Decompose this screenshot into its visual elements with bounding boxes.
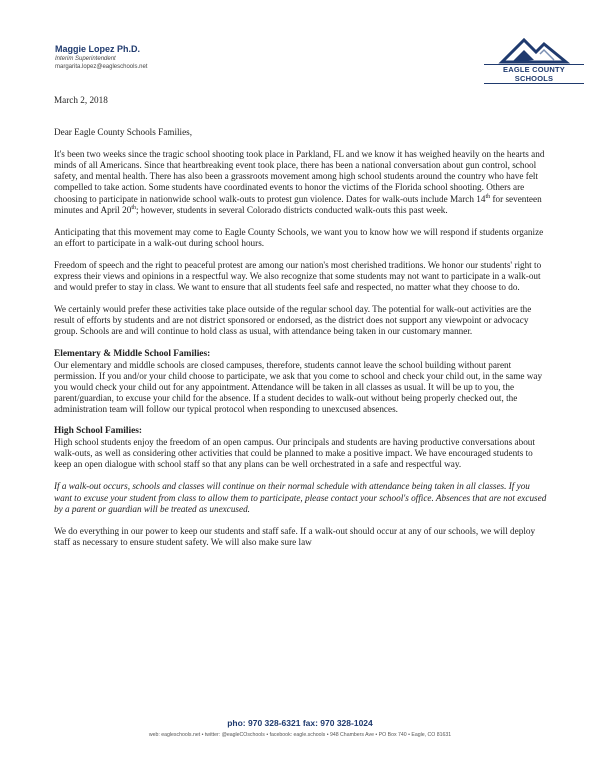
footer-contact: web: eagleschools.net • twitter: @eagleCOschools • facebook: eagle.schools • 948 Chambers Ave • PO Box 740 • Eagle, CO 81631 <box>148 732 452 738</box>
sender-email: margarita.lopez@eagleschools.net <box>55 64 148 70</box>
logo-text: EAGLE COUNTY SCHOOLS <box>484 64 584 84</box>
eagle-county-schools-logo <box>484 32 584 83</box>
letterhead-sender <box>55 44 147 71</box>
paragraph-elementary: Our elementary and middle schools are closed campuses, therefore, students cannot leave the school building without parent permission. If you and/or your child choose to participate, we ask that you come to school and check your child out, in the same way you would check your child out for any appointment. Attendance will be taken in all classes as usual. It will be up to you, the parent/guardian, to excuse your child for the absence. If a student decides to walk-out without being properly checked out, the administration team will follow our typical protocol when responding to unexcused absences. <box>54 359 543 414</box>
paragraph-safety: We do everything in our power to keep our students and staff safe. If a walk-out should occur at any of our schools, we will deploy staff as necessary to ensure student safety. We will also make sure law <box>54 525 536 547</box>
sender-title: Interim Superintendent <box>55 56 116 62</box>
heading-high-school: High School Families: <box>54 426 143 437</box>
paragraph-3: Freedom of speech and the right to peaceful protest are among our nation's most cherished traditions. We honor our students' right to express their views and opinions in a respectful way. We also recognize that some students may not want to participate in a walk-out and would prefer to stay in class. We want to ensure that all students feel safe and respected, no matter what they choose to do. <box>54 259 542 293</box>
heading-elementary-middle: Elementary & Middle School Families: <box>54 348 211 359</box>
paragraph-high-school: High school students enjoy the freedom of an open campus. Our principals and students are having productive conversations about walk-outs, as well as considering other activities that could be planned to make a positive impact. We have encouraged students to keep an open dialogue with school staff so that any plans can be well orchestrated in a safe and respectful way. <box>54 437 535 470</box>
paragraph-1: It's been two weeks since the tragic school shooting took place in Parkland, FL and we know it has weighed heavily on the hearts and minds of all Americans. Since that heartbreaking event took place, there has been a national conversation about gun control, school safety, and mental health. There has also been a grassroots movement among high school students around the country who have felt compelled to take action. Some students have coordinated events to honor the victims of the Florida school shooting. Others are choosing to participate in nationwide school walk-outs to protest gun violence. Dates for walk-outs include March 14th for seventeen minutes and April 20th; however, students in several Colorado districts conducted walk-outs this past week. <box>54 149 545 215</box>
letter-body <box>54 95 550 559</box>
paragraph-walkout-note: If a walk-out occurs, schools and classes will continue on their normal schedule with attendance being taken in all classes. If you want to excuse your student from class to allow them to participate, please contact your school's office. Absences that are not excused by a parent or guardian will be treated as unexcused. <box>54 481 547 514</box>
letter-date: March 2, 2018 <box>54 95 108 105</box>
footer-phones: pho: 970 328-6321 fax: 970 328-1024 <box>227 718 373 728</box>
mountain-icon <box>484 32 584 64</box>
paragraph-4: We certainly would prefer these activities take place outside of the regular school day. The potential for walk-out activities are the result of efforts by students and are not district sponsored or endorsed, as the district does not support any viewpoint or advocacy group. Schools are and will continue to hold class as usual, with attendance being taken in our customary manner. <box>54 304 532 337</box>
paragraph-2: Anticipating that this movement may come to Eagle County Schools, we want you to know how we will respond if students organize an effort to participate in a walk-out during school hours. <box>54 226 544 248</box>
salutation: Dear Eagle County Schools Families, <box>54 127 193 138</box>
sender-name: Maggie Lopez Ph.D. <box>55 44 141 54</box>
